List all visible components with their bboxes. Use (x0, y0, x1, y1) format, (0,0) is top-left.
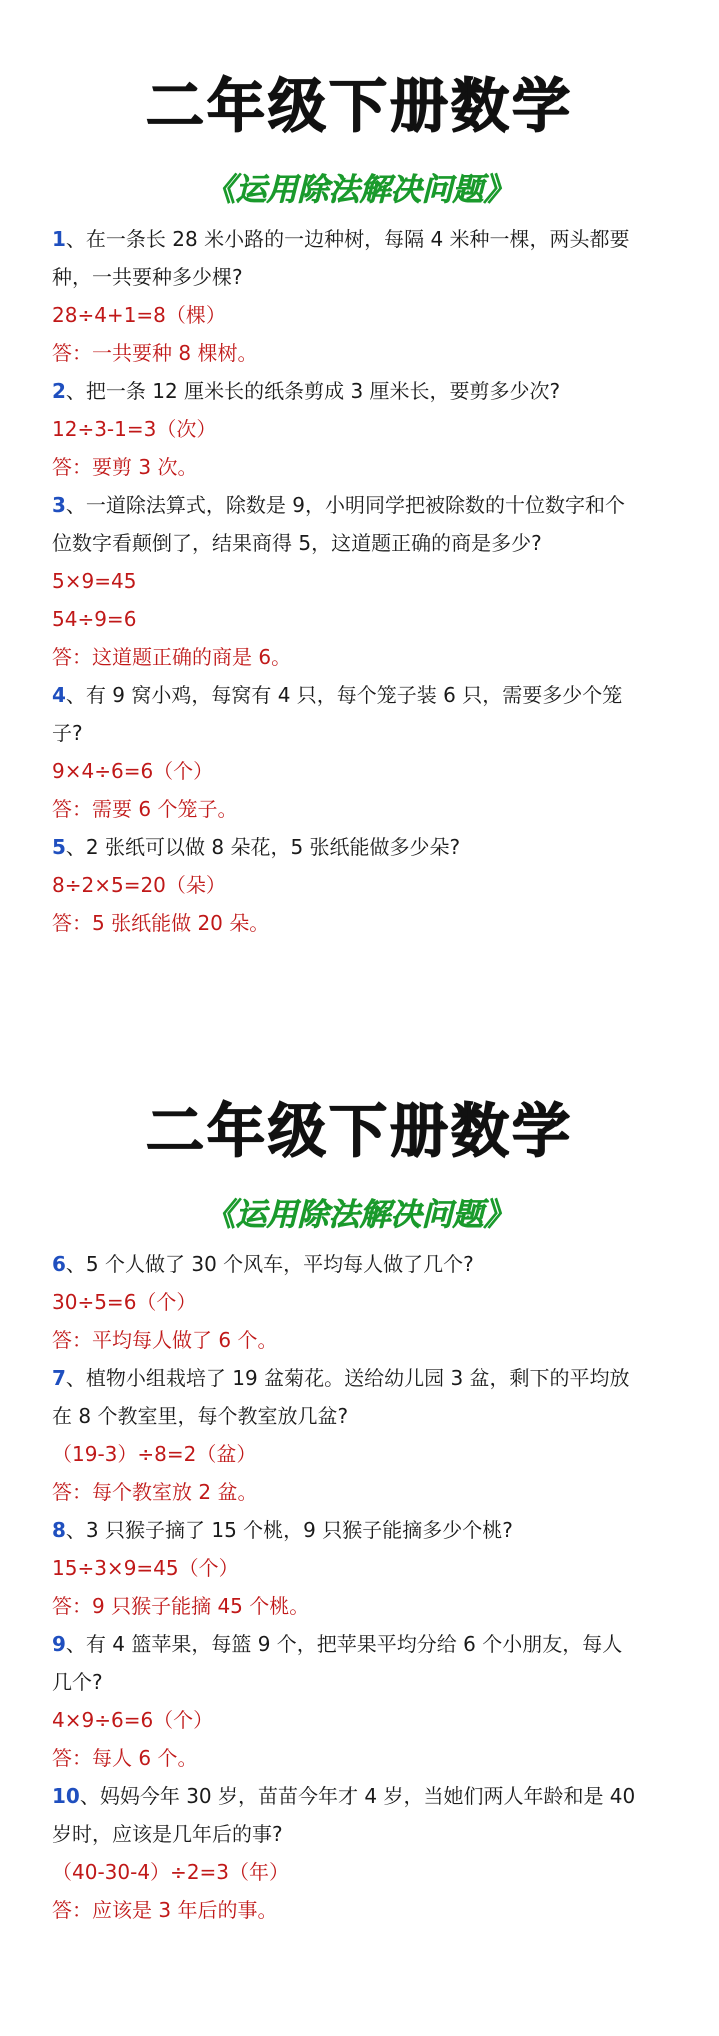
answer-line: 答：需要 6 个笼子。 (52, 797, 238, 821)
problem-item (52, 1245, 674, 1359)
equation-line: 4×9÷6=6（个） (52, 1708, 214, 1732)
worksheet-section-1 (0, 70, 719, 942)
question-number: 10 (52, 1784, 80, 1808)
question-number: 6 (52, 1252, 66, 1276)
problem-list (0, 1245, 719, 1929)
question-line (52, 486, 674, 524)
equation-line: 12÷3-1=3（次） (52, 417, 217, 441)
equation-line: 28÷4+1=8（棵） (52, 303, 226, 327)
question-line: 种，一共要种多少棵? (52, 265, 243, 289)
question-line (52, 1245, 674, 1283)
problem-list (0, 220, 719, 942)
problem-item (52, 1625, 674, 1777)
answer-line: 答：每人 6 个。 (52, 1746, 198, 1770)
problem-item (52, 1777, 674, 1929)
question-text: 、有 4 篮苹果，每篮 9 个，把苹果平均分给 6 个小朋友，每人 (65, 1632, 623, 1656)
answer-line: 答：平均每人做了 6 个。 (52, 1328, 278, 1352)
equation-line: 54÷9=6 (52, 607, 137, 631)
question-line: 岁时，应该是几年后的事? (52, 1822, 283, 1846)
equation-line: 30÷5=6（个） (52, 1290, 197, 1314)
answer-line: 答：应该是 3 年后的事。 (52, 1898, 278, 1922)
equation-line: （40-30-4）÷2=3（年） (52, 1860, 290, 1884)
question-number: 4 (52, 683, 66, 707)
question-number: 1 (52, 227, 66, 251)
question-text: 、5 个人做了 30 个风车，平均每人做了几个? (65, 1252, 474, 1276)
question-line: 位数字看颠倒了，结果商得 5，这道题正确的商是多少? (52, 531, 542, 555)
question-line (52, 220, 674, 258)
question-text: 、在一条长 28 米小路的一边种树，每隔 4 米种一棵，两头都要 (65, 227, 630, 251)
question-text: 、3 只猴子摘了 15 个桃，9 只猴子能摘多少个桃? (65, 1518, 513, 1542)
question-text: 、妈妈今年 30 岁，苗苗今年才 4 岁，当她们两人年龄和是 40 (79, 1784, 636, 1808)
question-text: 、一道除法算式，除数是 9，小明同学把被除数的十位数字和个 (65, 493, 626, 517)
question-line (52, 828, 674, 866)
question-text: 、2 张纸可以做 8 朵花，5 张纸能做多少朵? (65, 835, 461, 859)
question-number: 8 (52, 1518, 66, 1542)
question-text: 、有 9 窝小鸡，每窝有 4 只，每个笼子装 6 只，需要多少个笼 (65, 683, 623, 707)
problem-item (52, 486, 674, 676)
equation-line: 9×4÷6=6（个） (52, 759, 214, 783)
page-title: 二年级下册数学 (145, 1097, 573, 1165)
question-line: 在 8 个教室里，每个教室放几盆? (52, 1404, 349, 1428)
question-line: 几个? (52, 1670, 103, 1694)
problem-item (52, 1511, 674, 1625)
answer-line: 答：这道题正确的商是 6。 (52, 645, 292, 669)
page-subtitle: 《运用除法解决问题》 (204, 172, 515, 208)
problem-item (52, 372, 674, 486)
question-line (52, 1359, 674, 1397)
problem-item (52, 1359, 674, 1511)
answer-line: 答：9 只猴子能摘 45 个桃。 (52, 1594, 310, 1618)
question-line (52, 1777, 674, 1815)
question-line (52, 676, 674, 714)
answer-line: 答：每个教室放 2 盆。 (52, 1480, 258, 1504)
question-line: 子? (52, 721, 83, 745)
equation-line: 15÷3×9=45（个） (52, 1556, 239, 1580)
worksheet-section-2 (0, 1095, 719, 1929)
question-number: 5 (52, 835, 66, 859)
answer-line: 答：一共要种 8 棵树。 (52, 341, 258, 365)
question-line (52, 1625, 674, 1663)
problem-item (52, 828, 674, 942)
question-line (52, 372, 674, 410)
equation-line: （19-3）÷8=2（盆） (52, 1442, 257, 1466)
question-number: 7 (52, 1366, 66, 1390)
page-title: 二年级下册数学 (145, 72, 573, 140)
problem-item (52, 676, 674, 828)
problem-item (52, 220, 674, 372)
answer-line: 答：5 张纸能做 20 朵。 (52, 911, 270, 935)
equation-line: 8÷2×5=20（朵） (52, 873, 226, 897)
question-number: 2 (52, 379, 66, 403)
answer-line: 答：要剪 3 次。 (52, 455, 198, 479)
question-text: 、把一条 12 厘米长的纸条剪成 3 厘米长，要剪多少次? (65, 379, 561, 403)
equation-line: 5×9=45 (52, 569, 137, 593)
question-text: 、植物小组栽培了 19 盆菊花。送给幼儿园 3 盆，剩下的平均放 (65, 1366, 630, 1390)
question-number: 9 (52, 1632, 66, 1656)
question-line (52, 1511, 674, 1549)
page-subtitle: 《运用除法解决问题》 (204, 1197, 515, 1233)
question-number: 3 (52, 493, 66, 517)
